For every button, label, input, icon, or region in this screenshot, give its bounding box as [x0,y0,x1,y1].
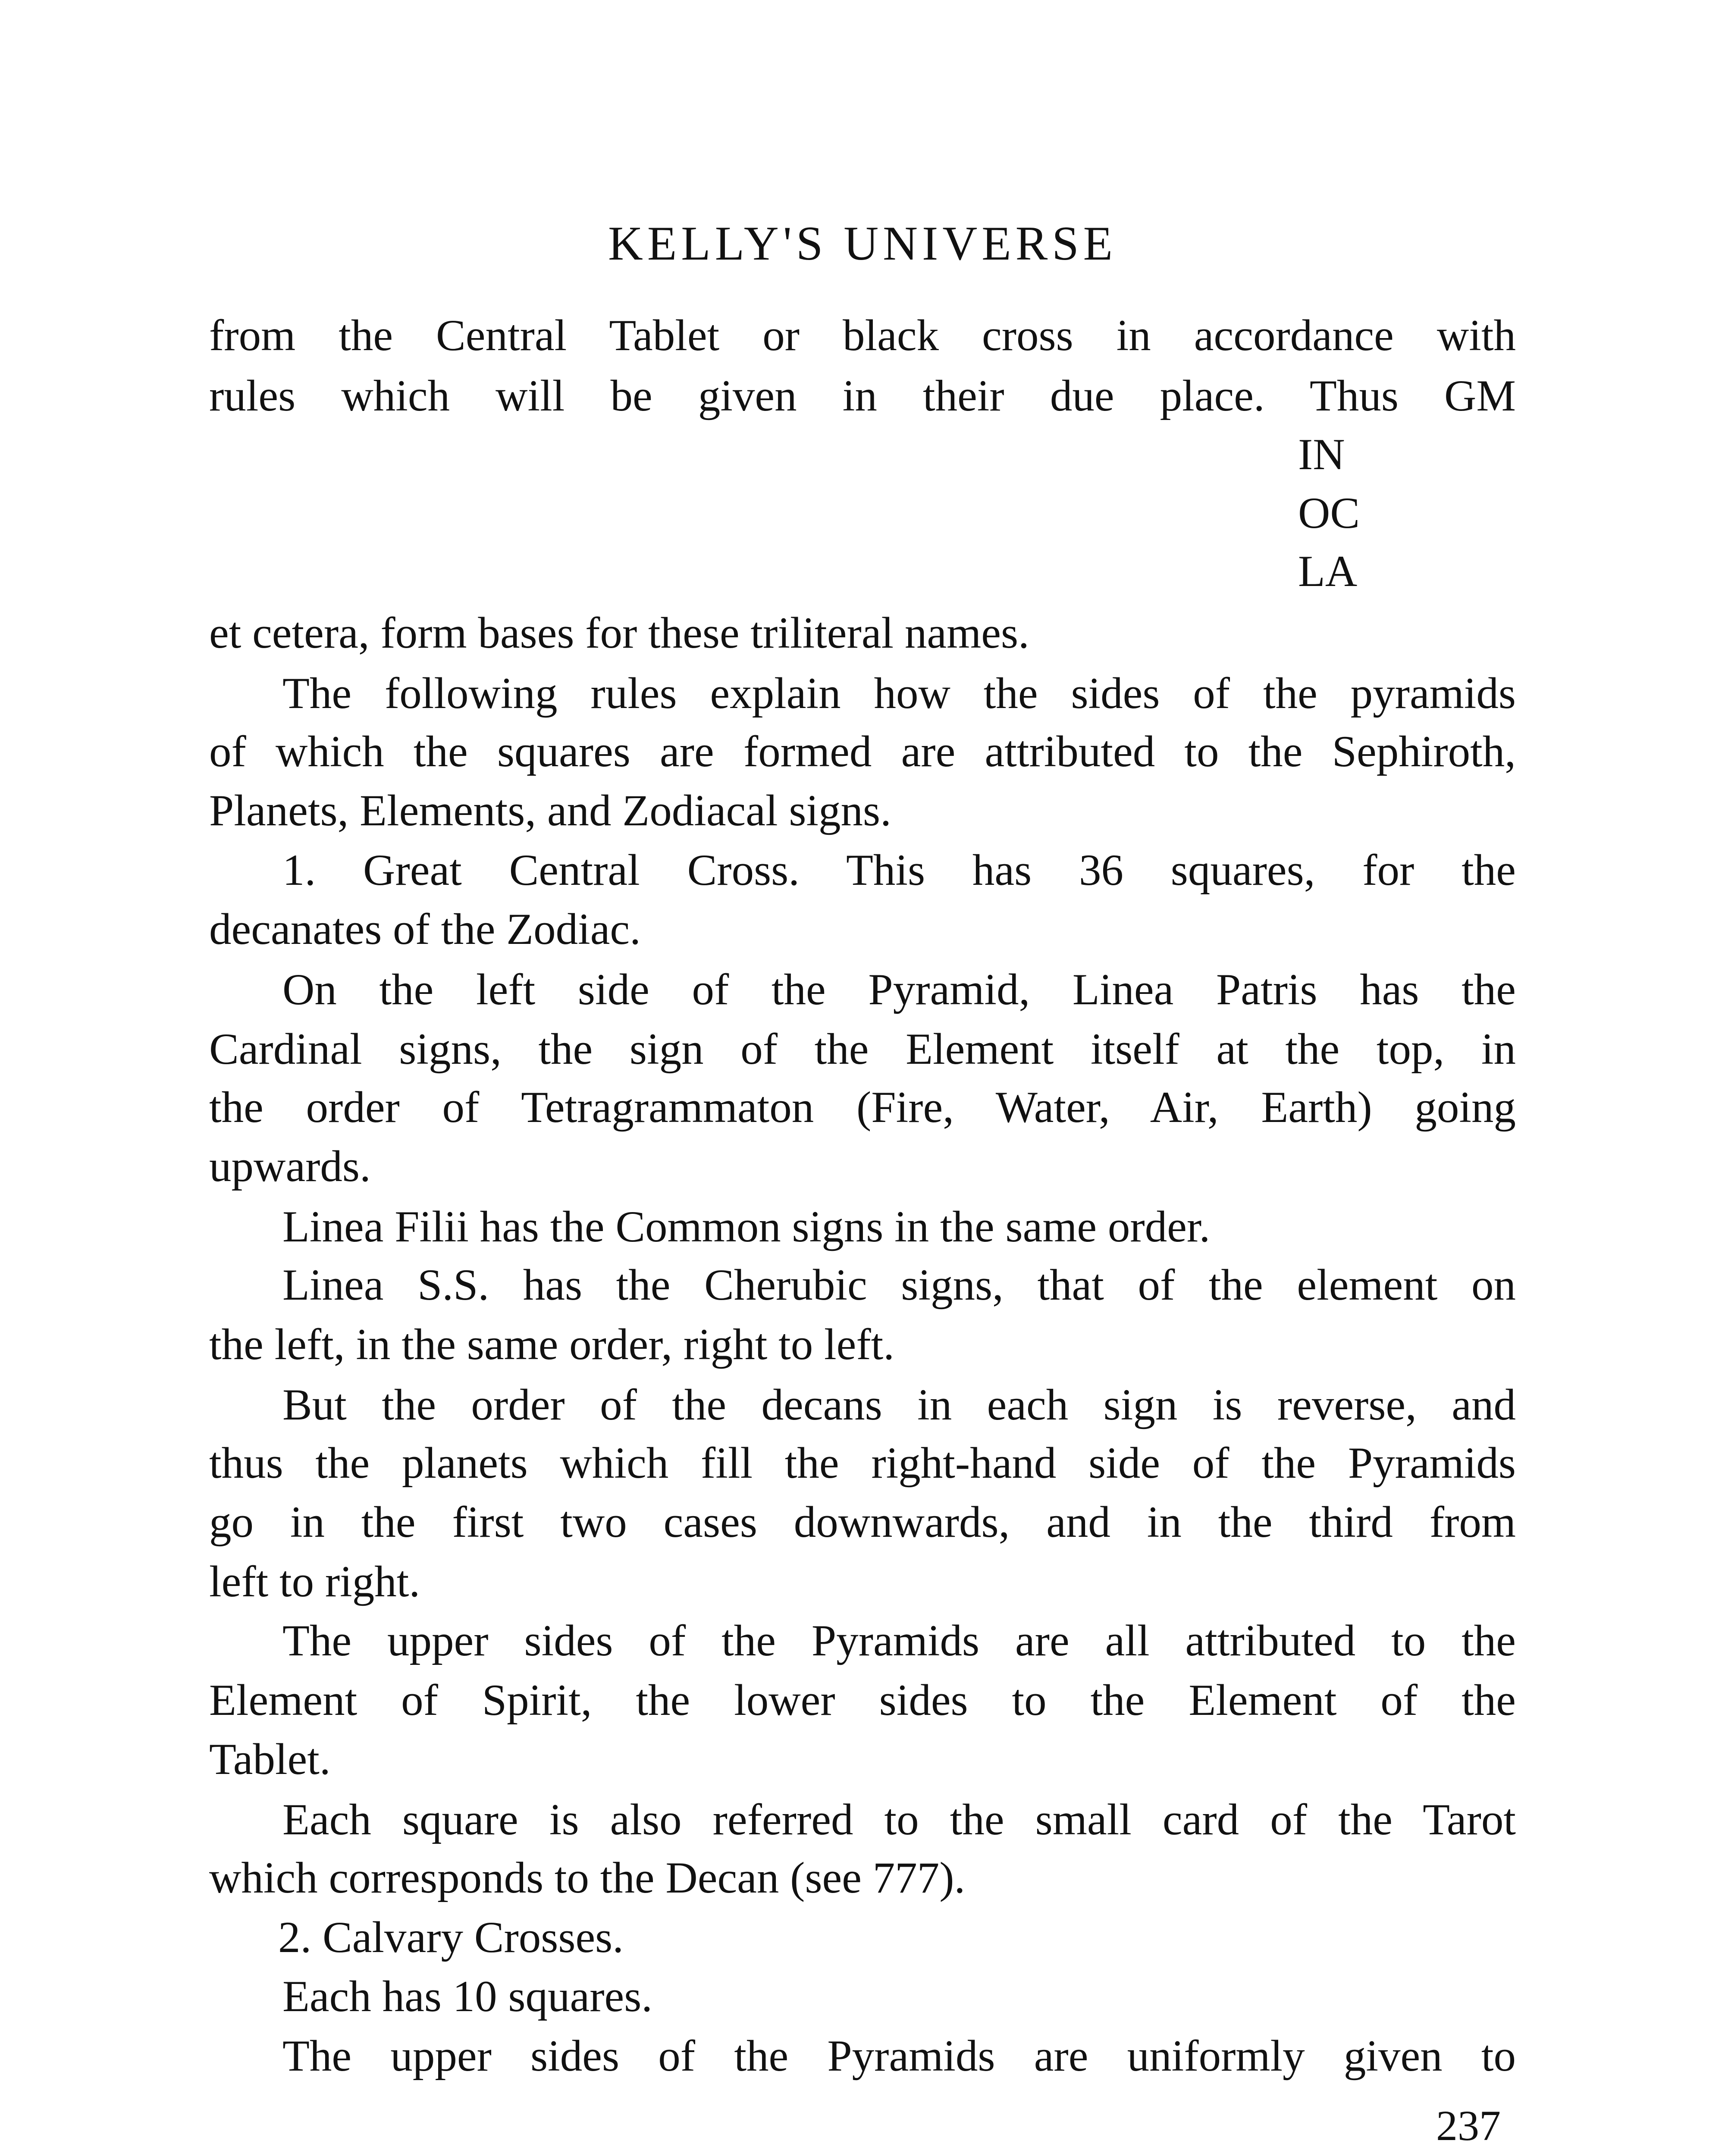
text-line: of which the squares are formed are attributed to the Sephiroth, [209,727,1516,776]
text-line: upwards. [209,1142,371,1191]
text-line: Cardinal signs, the sign of the Element itself at the top, in [209,1025,1516,1074]
text-line: Element of Spirit, the lower sides to the Element of the [209,1676,1516,1725]
text-line: which corresponds to the Decan (see 777). [209,1853,966,1902]
text-line: thus the planets which fill the right-hand side of the Pyramids [209,1438,1516,1488]
section-heading-line: 2. Calvary Crosses. [278,1913,624,1962]
paragraph-start-line: Linea S.S. has the Cherubic signs, that of the element on [282,1260,1516,1310]
text-line: decanates of the Zodiac. [209,905,641,954]
text-line: et cetera, form bases for these triliteral names. [209,608,1029,658]
paragraph-start-line: Linea Filii has the Common signs in the same order. [282,1202,1211,1251]
text-line: the order of Tetragrammaton (Fire, Water, Air, Earth) going [209,1083,1516,1132]
text-line: Tablet. [209,1735,331,1784]
text-line: the left, in the same order, right to left. [209,1320,895,1369]
text-line: rules which will be given in their due place. Thus GM [209,371,1516,420]
letter-stack-line: IN [1298,430,1345,479]
text-line: left to right. [209,1557,420,1606]
text-line: from the Central Tablet or black cross in accordance with [209,311,1516,360]
paragraph-start-line: The upper sides of the Pyramids are all attributed to the [282,1616,1516,1665]
paragraph-start-line: But the order of the decans in each sign is reverse, and [282,1380,1516,1429]
text-line: go in the first two cases downwards, and in the third from [209,1498,1516,1547]
paragraph-start-line: The upper sides of the Pyramids are uniformly given to [282,2031,1516,2081]
paragraph-start-line: 1. Great Central Cross. This has 36 squares, for the [282,846,1516,895]
text-line: Planets, Elements, and Zodiacal signs. [209,786,891,835]
paragraph-start-line: On the left side of the Pyramid, Linea Patris has the [282,965,1516,1014]
paragraph-start-line: Each has 10 squares. [282,1972,653,2021]
letter-stack-line: LA [1298,547,1358,596]
running-header: KELLY'S UNIVERSE [608,217,1117,270]
letter-stack-line: OC [1298,489,1360,538]
page-number: 237 [1436,2102,1501,2150]
paragraph-start-line: The following rules explain how the sides of the pyramids [282,669,1516,718]
paragraph-start-line: Each square is also referred to the small card of the Tarot [282,1795,1516,1844]
